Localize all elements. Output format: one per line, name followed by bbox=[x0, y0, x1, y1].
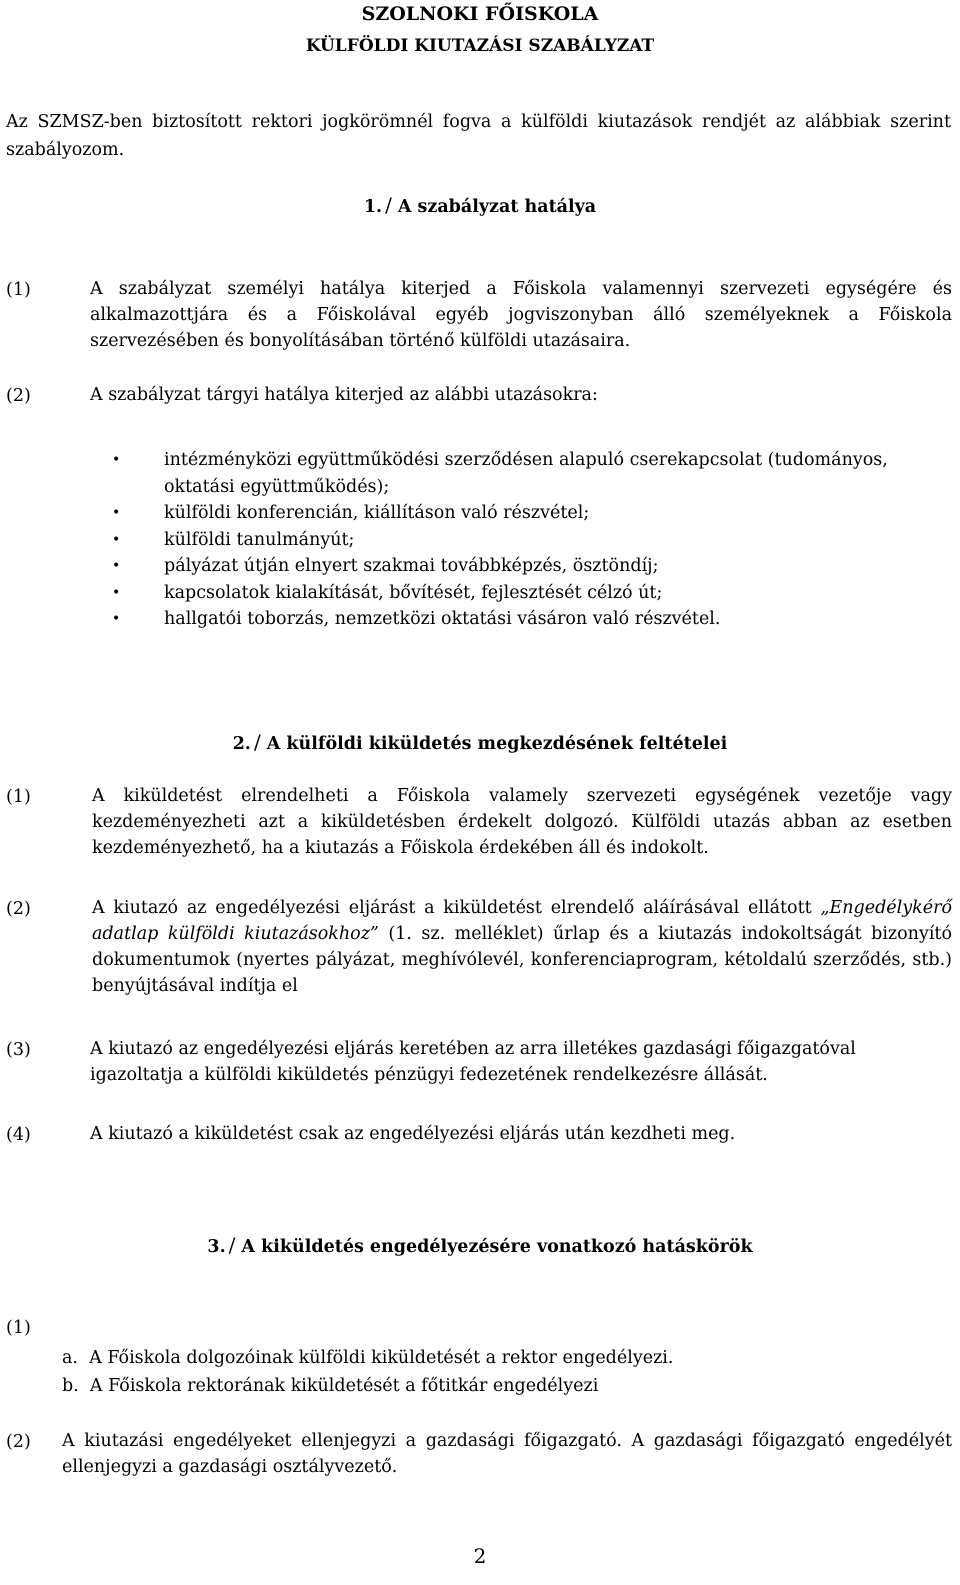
section-2-title: A külföldi kiküldetés megkezdésének feltételei bbox=[266, 734, 728, 754]
section-3-title: A kiküldetés engedélyezésére vonatkozó hatáskörök bbox=[241, 1237, 753, 1257]
section-3-p2-number: (2) bbox=[6, 1432, 31, 1452]
section-1-number: 1. bbox=[363, 197, 383, 217]
section-3-p2-text: A kiutazási engedélyeket ellenjegyzi a gazdasági főigazgató. A gazdasági főigazgató engedélyét ellenjegyzi a gazdasági osztályvezető. bbox=[62, 1431, 952, 1477]
item-letter: a. bbox=[62, 1348, 78, 1368]
section-2-p4-number: (4) bbox=[6, 1125, 31, 1145]
list-item: • külföldi tanulmányút; bbox=[112, 527, 952, 554]
list-item: • hallgatói toborzás, nemzetközi oktatási vásáron való részvétel. bbox=[112, 606, 952, 633]
section-1-p2-text: A szabályzat tárgyi hatálya kiterjed az alábbi utazásokra: bbox=[90, 385, 598, 405]
section-3-heading: 3. / A kiküldetés engedélyezésére vonatkozó hatáskörök bbox=[207, 1233, 753, 1257]
list-item: • pályázat útján elnyert szakmai továbbképzés, ösztöndíj; bbox=[112, 553, 952, 580]
bullet-icon: • bbox=[112, 452, 121, 468]
institution-title: SZOLNOKI FŐISKOLA bbox=[361, 3, 599, 25]
section-2-p1-number: (1) bbox=[6, 787, 31, 807]
section-2-number: 2. bbox=[232, 734, 252, 754]
section-2-p1-text: A kiküldetést elrendelheti a Főiskola valamely szervezeti egységének vezetője vagy kezdeményezheti azt a kiküldetésben érdekelt dolgozó. Külföldi utazás abban az esetben kezdeményezhető, ha a kiutazás a Főiskola érdekében áll és indokolt. bbox=[92, 786, 952, 858]
form-title-italic: „Engedélykérő adatlap külföldi kiutazásokhoz” bbox=[92, 898, 952, 944]
list-item: • intézményközi együttműködési szerződésen alapuló cserekapcsolat (tudományos, oktatási együttműködés); bbox=[112, 447, 952, 500]
bullet-icon: • bbox=[112, 505, 121, 521]
list-item: • kapcsolatok kialakítását, bővítését, fejlesztését célzó út; bbox=[112, 580, 952, 607]
bullet-icon: • bbox=[112, 611, 121, 627]
bullet-icon: • bbox=[112, 558, 121, 574]
scope-bullet-list bbox=[112, 447, 952, 633]
item-letter: b. bbox=[62, 1376, 79, 1396]
bullet-icon: • bbox=[112, 584, 121, 601]
section-1-p1-text: A szabályzat személyi hatálya kiterjed a Főiskola valamennyi szervezeti egységére és alkalmazottjára és a Főiskolával egyéb jogviszonyban álló személyeknek a Főiskola szervezésében és bonyolításában történő külföldi utazásaira. bbox=[90, 279, 952, 351]
item-text: A Főiskola rektorának kiküldetését a főtitkár engedélyezi bbox=[89, 1376, 599, 1396]
section-2-heading: 2. / A külföldi kiküldetés megkezdésének feltételei bbox=[232, 730, 728, 754]
section-3-p1-number: (1) bbox=[6, 1318, 31, 1338]
intro-paragraph: Az SZMSZ-ben biztosított rektori jogkörömnél fogva a külföldi kiutazások rendjét az alábbiak szerint szabályozom. bbox=[6, 112, 951, 160]
item-text: A Főiskola dolgozóinak külföldi kiküldetését a rektor engedélyezi. bbox=[89, 1348, 674, 1368]
bullet-icon: • bbox=[112, 531, 121, 548]
list-item bbox=[62, 1348, 673, 1368]
list-item bbox=[62, 1376, 598, 1396]
section-1-p1-number: (1) bbox=[6, 280, 31, 300]
list-item: • külföldi konferencián, kiállításon való részvétel; bbox=[112, 500, 952, 527]
page-number: 2 bbox=[473, 1544, 487, 1568]
section-2-p3-text: A kiutazó az engedélyezési eljárás keretében az arra illetékes gazdasági főigazgatóval igazoltatja a külföldi kiküldetés pénzügyi fedezetének rendelkezésre állását. bbox=[90, 1039, 856, 1085]
section-2-p2-text: A kiutazó az engedélyezési eljárást a kiküldetést elrendelő aláírásával ellátott „Engedélykérő adatlap külföldi kiutazásokhoz” (1. sz. melléklet) űrlap és a kiutazás indokoltságát bizonyító dokumentumok (nyertes pályázat, meghívólevél, konferenciaprogram, kétoldalú szerződés, stb.) benyújtásával indítja el bbox=[92, 898, 952, 996]
section-1-p2-number: (2) bbox=[6, 386, 31, 406]
section-2-p2-number: (2) bbox=[6, 899, 31, 919]
section-1-heading: 1. / A szabályzat hatálya bbox=[363, 193, 597, 217]
section-1-title: A szabályzat hatálya bbox=[397, 197, 597, 217]
section-2-p3-number: (3) bbox=[6, 1040, 31, 1060]
section-3-number: 3. bbox=[207, 1237, 226, 1257]
regulation-title: KÜLFÖLDI KIUTAZÁSI SZABÁLYZAT bbox=[305, 36, 655, 56]
section-2-p4-text: A kiutazó a kiküldetést csak az engedélyezési eljárás után kezdheti meg. bbox=[90, 1124, 736, 1144]
